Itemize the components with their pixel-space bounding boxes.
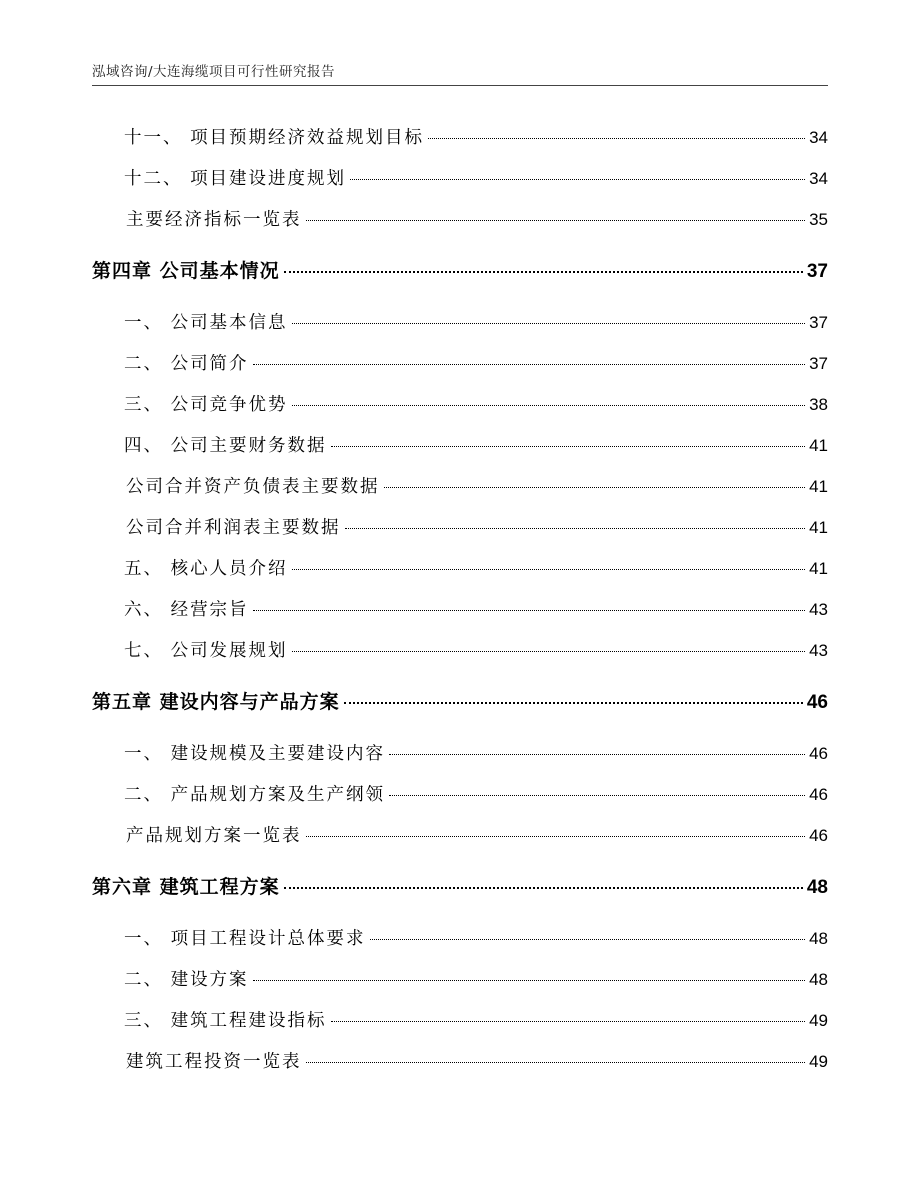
- toc-entry-product-plan[interactable]: [124, 781, 828, 806]
- toc-entry-title: 第四章 公司基本情况: [92, 260, 280, 282]
- toc-entry-page: 37: [806, 261, 828, 282]
- toc-entry-page: 37: [809, 354, 828, 373]
- toc-entry-title: 十一、 项目预期经济效益规划目标: [124, 128, 425, 148]
- toc-entry-page: 49: [809, 1011, 828, 1030]
- toc-entry-title: 产品规划方案一览表: [126, 826, 302, 846]
- toc-entry-title: 一、 建设规模及主要建设内容: [124, 744, 386, 764]
- toc-entry-title: 三、 建筑工程建设指标: [124, 1011, 327, 1031]
- toc-entry-title: 三、 公司竞争优势: [124, 395, 288, 415]
- toc-entry-title: 第六章 建筑工程方案: [92, 876, 280, 898]
- toc-entry-page: 48: [809, 929, 828, 948]
- dot-leader: [292, 405, 806, 406]
- dot-leader: [253, 364, 806, 365]
- dot-leader: [292, 651, 806, 652]
- toc-entry-title: 公司合并资产负债表主要数据: [126, 477, 380, 497]
- dot-leader: [345, 528, 806, 529]
- toc-entry-chapter-6[interactable]: [92, 872, 828, 899]
- toc-entry-title: 二、 产品规划方案及生产纲领: [124, 785, 386, 805]
- dot-leader: [306, 836, 806, 837]
- toc-entry-balance-sheet-table[interactable]: [126, 473, 828, 498]
- toc-entry-title: 五、 核心人员介绍: [124, 559, 288, 579]
- toc-entry-title: 十二、 项目建设进度规划: [124, 169, 347, 189]
- toc-entry-page: 38: [809, 395, 828, 414]
- toc-entry-business-purpose[interactable]: [124, 596, 828, 621]
- toc-entry-page: 37: [809, 313, 828, 332]
- toc-entry-construction-plan[interactable]: [124, 966, 828, 991]
- toc-entry-building-investment-table[interactable]: [126, 1048, 828, 1073]
- toc-entry-page: 34: [809, 169, 828, 188]
- dot-leader: [284, 887, 803, 889]
- dot-leader: [292, 323, 806, 324]
- toc-entry-section-12[interactable]: [124, 165, 828, 190]
- dot-leader: [331, 1021, 806, 1022]
- toc-entry-page: 41: [809, 477, 828, 496]
- toc-entry-page: 43: [809, 600, 828, 619]
- running-header: 泓域咨询/大连海缆项目可行性研究报告: [92, 64, 336, 80]
- toc-entry-page: 43: [809, 641, 828, 660]
- toc-entry-competitive-advantages[interactable]: [124, 391, 828, 416]
- toc-entry-economic-indicators-table[interactable]: [126, 206, 828, 231]
- toc-entry-title: 公司合并利润表主要数据: [126, 518, 341, 538]
- toc-entry-page: 35: [809, 210, 828, 229]
- dot-leader: [428, 138, 805, 139]
- toc-entry-income-statement-table[interactable]: [126, 514, 828, 539]
- toc-entry-title: 六、 经营宗旨: [124, 600, 249, 620]
- toc-entry-page: 46: [809, 826, 828, 845]
- toc-entry-page: 46: [809, 744, 828, 763]
- toc-entry-title: 四、 公司主要财务数据: [124, 436, 327, 456]
- toc-entry-page: 34: [809, 128, 828, 147]
- toc-entry-chapter-5[interactable]: [92, 687, 828, 714]
- toc-entry-title: 二、 公司简介: [124, 354, 249, 374]
- dot-leader: [306, 1062, 806, 1063]
- toc-entry-page: 41: [809, 559, 828, 578]
- toc-entry-section-11[interactable]: [124, 124, 828, 149]
- toc-entry-building-indicators[interactable]: [124, 1007, 828, 1032]
- dot-leader: [331, 446, 806, 447]
- dot-leader: [253, 980, 806, 981]
- toc-entry-product-plan-table[interactable]: [126, 822, 828, 847]
- toc-entry-company-profile[interactable]: [124, 350, 828, 375]
- toc-entry-page: 46: [809, 785, 828, 804]
- toc-entry-construction-scale[interactable]: [124, 740, 828, 765]
- toc-entry-title: 七、 公司发展规划: [124, 641, 288, 661]
- dot-leader: [284, 271, 803, 273]
- toc-entry-title: 一、 项目工程设计总体要求: [124, 929, 366, 949]
- toc-entry-page: 48: [806, 877, 828, 898]
- toc-entry-title: 主要经济指标一览表: [126, 210, 302, 230]
- dot-leader: [389, 754, 805, 755]
- toc-entry-page: 49: [809, 1052, 828, 1071]
- dot-leader: [292, 569, 806, 570]
- dot-leader: [389, 795, 805, 796]
- dot-leader: [306, 220, 806, 221]
- toc-entry-title: 第五章 建设内容与产品方案: [92, 691, 340, 713]
- toc-entry-key-personnel[interactable]: [124, 555, 828, 580]
- toc-entry-title: 二、 建设方案: [124, 970, 249, 990]
- toc-entry-page: 48: [809, 970, 828, 989]
- toc-entry-chapter-4[interactable]: [92, 256, 828, 283]
- dot-leader: [350, 179, 805, 180]
- dot-leader: [370, 939, 806, 940]
- toc-entry-title: 建筑工程投资一览表: [126, 1052, 302, 1072]
- toc-entry-page: 41: [809, 518, 828, 537]
- toc-entry-financial-data[interactable]: [124, 432, 828, 457]
- toc-entry-company-info[interactable]: [124, 309, 828, 334]
- toc-entry-page: 41: [809, 436, 828, 455]
- dot-leader: [384, 487, 806, 488]
- toc-entry-development-plan[interactable]: [124, 637, 828, 662]
- toc-entry-page: 46: [806, 692, 828, 713]
- toc-entry-title: 一、 公司基本信息: [124, 313, 288, 333]
- dot-leader: [344, 702, 803, 704]
- toc-entry-design-requirements[interactable]: [124, 925, 828, 950]
- dot-leader: [253, 610, 806, 611]
